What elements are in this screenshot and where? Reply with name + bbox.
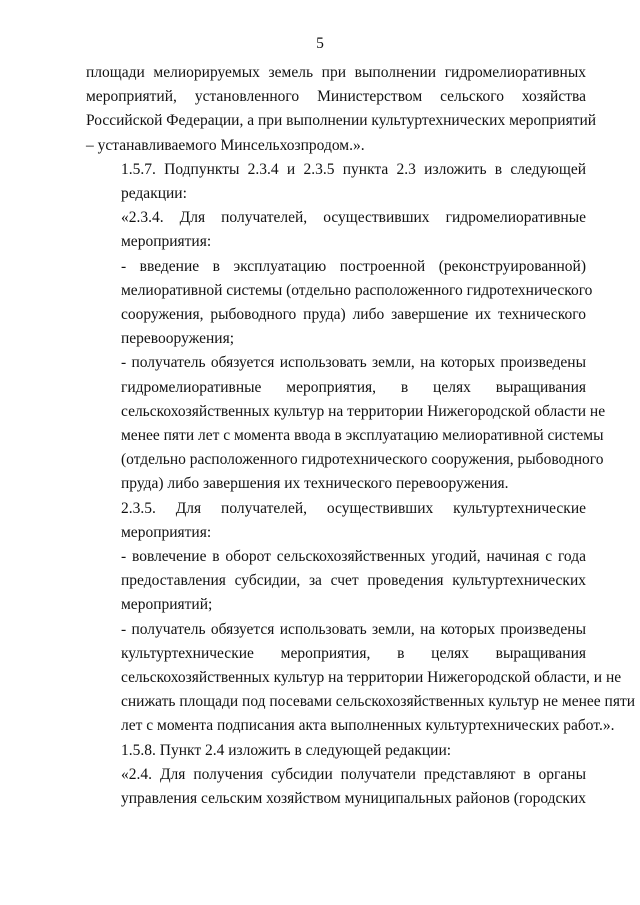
text-line: - получатель обязуется использовать земли, на которых произведены <box>121 620 586 638</box>
paragraph <box>86 763 586 811</box>
text-line: сельскохозяйственных культур на территории Нижегородской области не <box>121 402 606 420</box>
text-line: культуртехнические мероприятия, в целях выращивания <box>121 644 586 662</box>
text-line: перевооружения; <box>121 330 235 348</box>
text-line: (отдельно расположенного гидротехнического сооружения, рыбоводного <box>121 451 604 469</box>
text-line: - введение в эксплуатацию построенной (реконструированной) <box>121 257 586 275</box>
paragraph <box>86 618 636 739</box>
paragraph <box>86 206 586 254</box>
text-line: редакции: <box>121 185 187 203</box>
text-line: управления сельским хозяйством муниципальных районов (городских <box>121 790 586 808</box>
paragraph <box>86 61 597 158</box>
paragraph <box>86 351 606 496</box>
text-line: «2.4. Для получения субсидии получатели представляют в органы <box>121 765 586 783</box>
text-line: «2.3.4. Для получателей, осуществивших гидромелиоративные <box>121 209 586 227</box>
text-line: мероприятия: <box>121 523 212 541</box>
text-line: площади мелиорируемых земель при выполнении гидромелиоративных <box>86 64 586 81</box>
text-line: снижать площади под посевами сельскохозяйственных культур не менее пяти <box>121 693 636 711</box>
text-line: – устанавливаемого Минсельхозпродом.». <box>86 136 365 154</box>
paragraph <box>86 158 586 206</box>
text-line: сооружения, рыбоводного пруда) либо завершение их технического <box>121 306 586 324</box>
text-line: мероприятий; <box>121 596 213 614</box>
page-number: 5 <box>316 35 324 52</box>
text-line: менее пяти лет с момента ввода в эксплуатацию мелиоративной системы <box>121 427 604 445</box>
text-line: - вовлечение в оборот сельскохозяйственных угодий, начиная с года <box>121 548 586 566</box>
text-line: мелиоративной системы (отдельно расположенного гидротехнического <box>121 281 593 299</box>
paragraph <box>86 497 586 545</box>
text-line: - получатель обязуется использовать земли, на которых произведены <box>121 354 586 372</box>
text-line: 1.5.7. Подпункты 2.3.4 и 2.3.5 пункта 2.3 изложить в следующей <box>121 160 586 178</box>
paragraph <box>86 545 586 618</box>
text-line: 1.5.8. Пункт 2.4 изложить в следующей редакции: <box>121 741 452 759</box>
text-line: пруда) либо завершения их технического перевооружения. <box>121 475 509 493</box>
paragraph <box>86 739 586 763</box>
document-body <box>86 61 636 811</box>
text-line: сельскохозяйственных культур на территории Нижегородской области, и не <box>121 669 622 687</box>
text-line: Российской Федерации, а при выполнении культуртехнических мероприятий <box>86 112 597 130</box>
text-line: мероприятий, установленного Министерством сельского хозяйства <box>86 88 586 106</box>
text-line: 2.3.5. Для получателей, осуществивших культуртехнические <box>121 499 586 517</box>
text-line: лет с момента подписания акта выполненных культуртехнических работ.». <box>121 717 615 735</box>
paragraph <box>86 255 593 352</box>
text-line: мероприятия: <box>121 233 212 251</box>
text-line: гидромелиоративные мероприятия, в целях выращивания <box>121 378 586 396</box>
text-line: предоставления субсидии, за счет проведения культуртехнических <box>121 572 586 590</box>
